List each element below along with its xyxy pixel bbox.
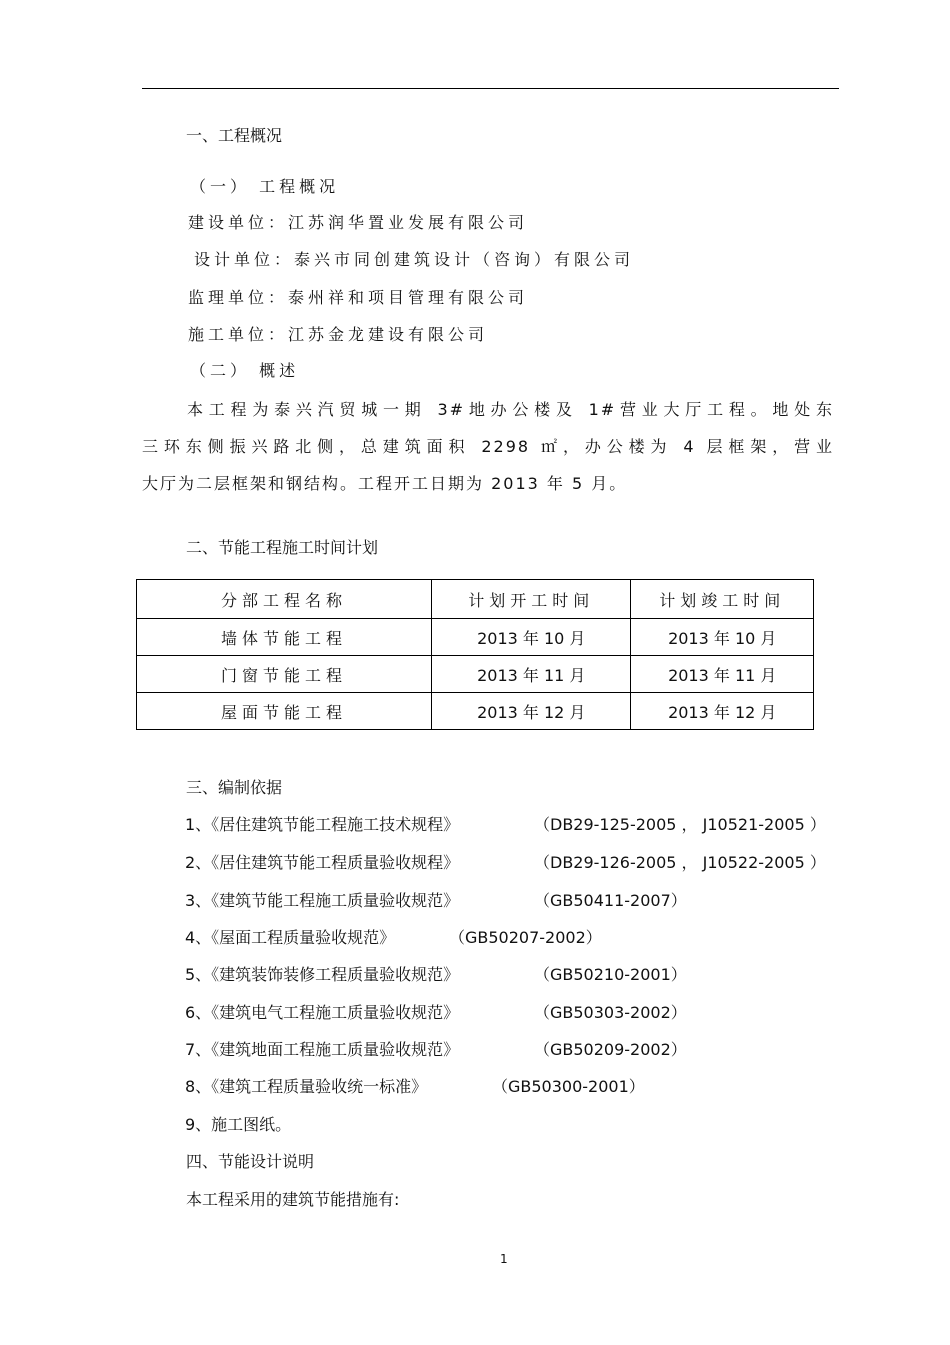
table-cell: 2013 年 10 月	[432, 619, 631, 656]
reference-code: （GB50411-2007）	[534, 891, 687, 910]
reference-title: 9、施工图纸。	[185, 1115, 292, 1134]
reference-title: 4、《屋面工程质量验收规范》	[185, 928, 396, 947]
table-row	[137, 656, 814, 693]
reference-item	[185, 1114, 291, 1136]
table-cell: 2013 年 12 月	[432, 693, 631, 730]
reference-title: 6、《建筑电气工程施工质量验收规范》	[185, 1003, 460, 1022]
reference-title: 1、《居住建筑节能工程施工技术规程》	[185, 815, 460, 834]
table-cell: 2013 年 12 月	[631, 693, 814, 730]
table-cell: 2013 年 11 月	[631, 656, 814, 693]
reference-code: （GB50209-2002）	[534, 1040, 687, 1059]
reference-code: （GB50207-2002）	[449, 928, 602, 947]
reference-item	[185, 1002, 687, 1024]
section1-sub2: （二） 概述	[190, 361, 300, 380]
reference-code: （GB50210-2001）	[534, 965, 687, 984]
unit-value: 江苏润华置业发展有限公司	[288, 213, 529, 232]
reference-title: 3、《建筑节能工程施工质量验收规范》	[185, 891, 460, 910]
reference-code: （DB29-125-2005 ， J10521-2005 ）	[534, 815, 826, 834]
overview-line: 本工程为泰兴汽贸城一期 3#地办公楼及 1#营业大厅工程。地处东	[187, 400, 834, 419]
reference-code: （DB29-126-2005 ， J10522-2005 ）	[534, 853, 826, 872]
table-cell: 2013 年 11 月	[432, 656, 631, 693]
section1-sub1: （一） 工程概况	[190, 177, 340, 196]
section2-heading: 二、节能工程施工时间计划	[186, 538, 379, 557]
reference-title: 8、《建筑工程质量验收统一标准》	[185, 1077, 428, 1096]
reference-title: 7、《建筑地面工程施工质量验收规范》	[185, 1040, 460, 1059]
unit-row-construction	[188, 212, 528, 234]
table-row	[137, 619, 814, 656]
unit-label: 监理单位：	[188, 288, 289, 307]
reference-item	[185, 852, 826, 874]
section1-heading: 一、工程概况	[186, 126, 283, 145]
unit-row-design	[194, 249, 634, 271]
table-row	[137, 693, 814, 730]
reference-item	[185, 814, 826, 836]
schedule-table	[136, 579, 814, 730]
table-cell: 门窗节能工程	[137, 656, 432, 693]
table-cell: 墙体节能工程	[137, 619, 432, 656]
reference-title: 2、《居住建筑节能工程质量验收规程》	[185, 853, 460, 872]
table-cell: 2013 年 10 月	[631, 619, 814, 656]
table-header-cell: 计划开工时间	[432, 580, 631, 619]
overview-paragraph	[142, 391, 834, 502]
unit-value: 泰兴市同创建筑设计（咨询）有限公司	[294, 250, 635, 269]
reference-item	[185, 1039, 687, 1061]
overview-line: 三环东侧振兴路北侧，总建筑面积 2298 ㎡，办公楼为 4 层框架，营业	[142, 437, 834, 456]
reference-item	[185, 964, 687, 986]
page-number: 1	[500, 1252, 508, 1266]
unit-label: 建设单位：	[188, 213, 289, 232]
overview-line: 大厅为二层框架和钢结构。工程开工日期为 2013 年 5 月。	[142, 474, 628, 493]
table-header-row	[137, 580, 814, 619]
reference-item	[185, 927, 602, 949]
section4-intro: 本工程采用的建筑节能措施有:	[186, 1190, 400, 1209]
table-header-cell: 分部工程名称	[137, 580, 432, 619]
unit-row-contractor	[188, 324, 488, 346]
header-rule	[142, 88, 839, 89]
reference-code: （GB50300-2001）	[492, 1077, 645, 1096]
reference-item	[185, 890, 687, 912]
unit-value: 泰州祥和项目管理有限公司	[288, 288, 529, 307]
table-header-cell: 计划竣工时间	[631, 580, 814, 619]
reference-title: 5、《建筑装饰装修工程质量验收规范》	[185, 965, 460, 984]
table-cell: 屋面节能工程	[137, 693, 432, 730]
unit-row-supervision	[188, 287, 528, 309]
section3-heading: 三、编制依据	[186, 778, 283, 797]
section4-heading: 四、节能设计说明	[186, 1152, 315, 1171]
unit-label: 施工单位：	[188, 325, 289, 344]
unit-label: 设计单位：	[194, 250, 295, 269]
reference-item	[185, 1076, 645, 1098]
unit-value: 江苏金龙建设有限公司	[288, 325, 489, 344]
reference-code: （GB50303-2002）	[534, 1003, 687, 1022]
